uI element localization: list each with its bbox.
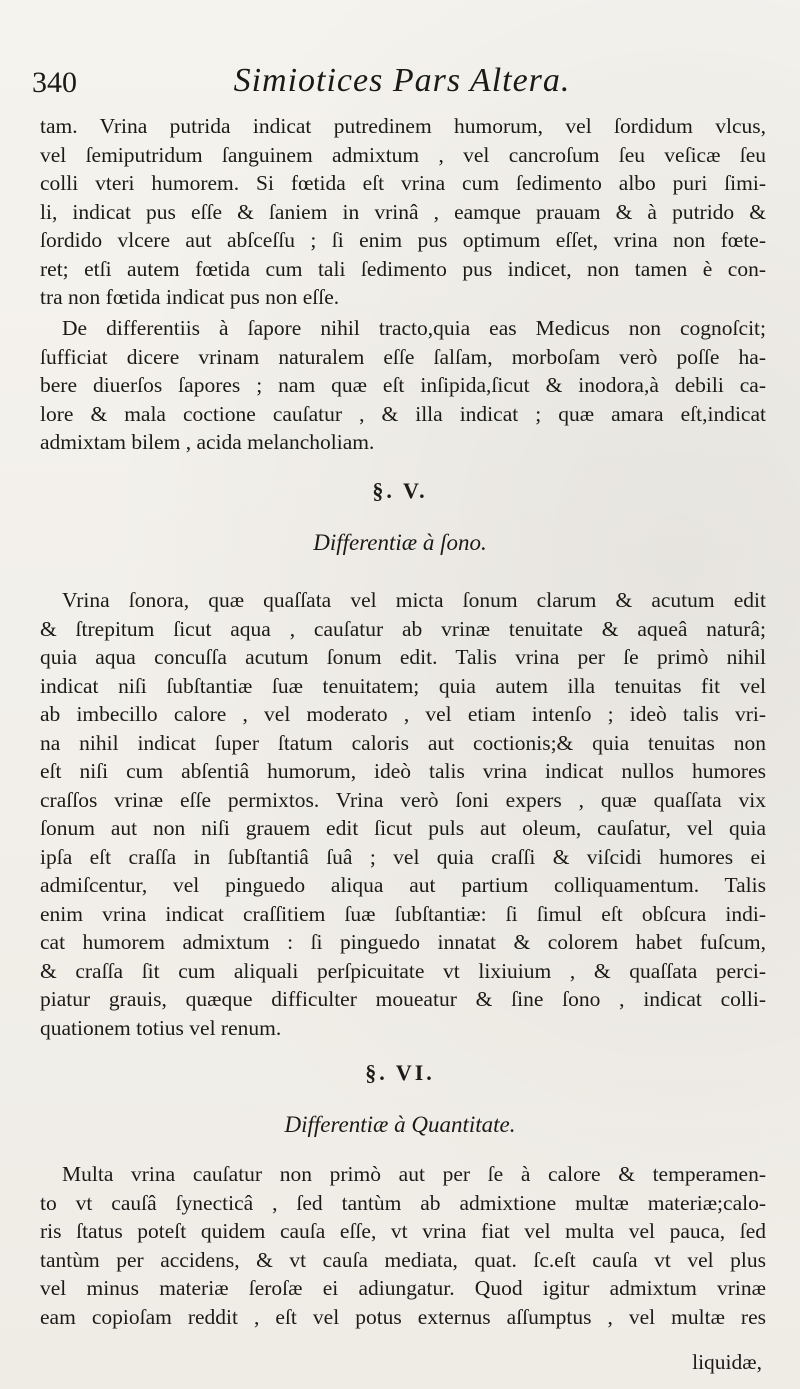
text-line: enim vrina indicat craſſitiem ſuæ ſubſtantiæ: ſi ſimul eſt obſcura indi- [40,901,766,926]
text-line: quationem totius vel renum. [40,1015,282,1040]
text-line: tra non fœtida indicat pus non eſſe. [40,285,340,309]
text-line: vel ſemiputridum ſanguinem admixtum , vel cancroſum ſeu veſicæ ſeu [40,142,766,167]
text-line: lore & mala coctione cauſatur , & illa indicat ; quæ amara eſt,indicat [40,401,766,426]
text-line: admiſcentur, vel pinguedo aliqua aut partium colliquamentum. Talis [40,873,766,897]
section-number-6: §. VI. [365,1060,435,1085]
text-line: ipſa eſt craſſa in ſubſtantiâ ſuâ ; vel quia craſſi & viſcidi humores ei [40,844,766,869]
text-line: ſufficiat dicere vrinam naturalem eſſe ſalſam, morboſam verò poſſe ha- [40,344,766,369]
text-line: ab imbecillo calore , vel moderato , vel etiam intenſo ; ideò talis vri- [40,702,766,726]
text-line: De differentiis à ſapore nihil tracto,quia eas Medicus non cognoſcit; [62,316,766,340]
page-header [32,58,772,108]
section-title-5: Differentiæ à ſono. [313,530,487,555]
paragraph-sono [40,586,766,1042]
running-title: Simiotices Pars Altera. [233,62,571,99]
text-line: to vt cauſâ ſynecticâ , ſed tantùm ab admixtione multæ materiæ;calo- [40,1190,766,1215]
text-line: ret; etſi autem fœtida cum tali ſedimento pus indicet, non tamen è con- [40,256,766,281]
text-line: quia aqua concuſſa acutum ſonum edit. Talis vrina per ſe primò nihil [40,645,766,669]
text-line: & craſſa ſit cum aliquali perſpicuitate vt lixiuium , & quaſſata perci- [40,958,766,983]
text-line: indicat niſi ſubſtantiæ ſuæ tenuitatem; quia autem illa tenuitas fit vel [40,673,766,698]
text-line: tantùm per accidens, & vt cauſa mediata, quat. ſc.eſt cauſa vt vel plus [40,1247,766,1272]
text-line: tam. Vrina putrida indicat putredinem humorum, vel ſordidum vlcus, [40,114,766,138]
text-line: eſt niſi cum abſentiâ humorum, ideò talis vrina indicat nullos humores [40,759,766,783]
text-line: cat humorem admixtum : ſi pinguedo innatat & colorem habet fuſcum, [40,930,766,954]
text-line: & ſtrepitum ſicut aqua , cauſatur ab vrinæ tenuitate & aqueâ naturâ; [40,616,766,641]
text-line: Vrina ſonora, quæ quaſſata vel micta ſonum clarum & acutum edit [62,588,766,612]
text-line: Multa vrina cauſatur non primò aut per ſe à calore & temperamen- [62,1162,766,1186]
text-line: ris ſtatus poteſt quidem cauſa eſſe, vt vrina fiat vel multa vel pauca, ſed [40,1219,766,1243]
page-number: 340 [32,66,77,99]
text-line: bere diuerſos ſapores ; nam quæ eſt inſipida,ſicut & inodora,à debili ca- [40,373,766,397]
section-title-6: Differentiæ à Quantitate. [284,1112,516,1137]
text-line: ſonum aut non niſi grauem edit ſicut puls aut oleum, cauſatur, vel quia [40,816,766,840]
text-line: li, indicat pus eſſe & ſaniem in vrinâ , eamque prauam & à putrido & [40,199,766,224]
text-line: piatur grauis, quæque difficulter moueatur & ſine ſono , indicat colli- [40,987,766,1011]
paragraph-continuation [40,112,766,312]
paragraph-sapore [40,314,766,457]
section-number-5: §. V. [372,478,428,503]
paragraph-quantitate [40,1160,766,1331]
text-line: vel minus materiæ ſeroſæ ei adiungatur. Quod igitur admixtum vrinæ [40,1276,766,1300]
text-line: admixtam bilem , acida melancholiam. [40,430,375,454]
text-line: ſordido vlcere aut abſceſſu ; ſi enim pus optimum eſſet, vrina non fœte- [40,228,766,252]
text-line: na nihil indicat ſuper ſtatum caloris aut coctionis;& quia tenuitas non [40,730,766,755]
text-line: eam copioſam reddit , eſt vel potus externus aſſumptus , vel multæ res [40,1304,766,1329]
text-line: craſſos vrinæ eſſe permixtos. Vrina verò ſoni expers , quæ quaſſata vix [40,787,766,812]
text-line: colli vteri humorem. Si fœtida eſt vrina cum ſedimento albo puri ſimi- [40,171,766,195]
catchword: liquidæ, [692,1350,762,1374]
